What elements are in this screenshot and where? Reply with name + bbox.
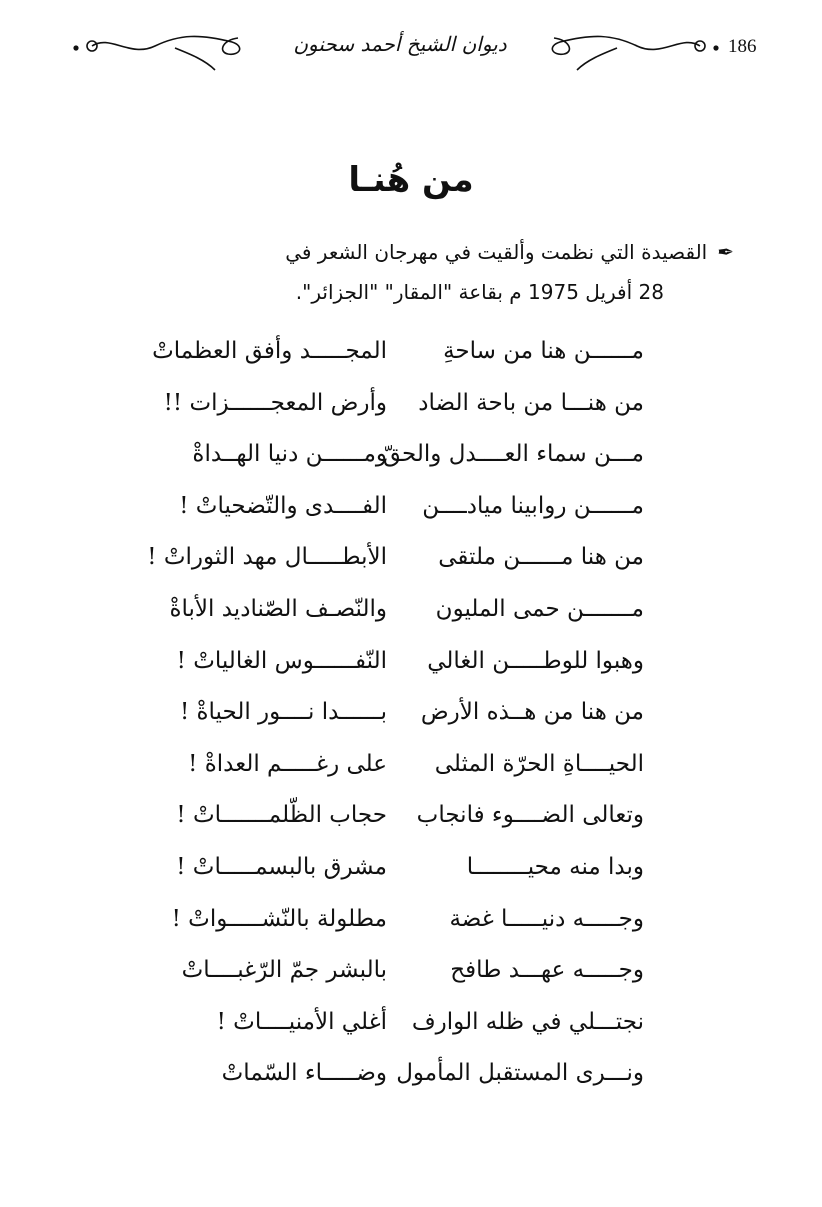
verse-first-hemistich: وجـــــه دنيـــــا غضة	[449, 905, 644, 932]
verse-second-hemistich: حجاب الظّلمـــــــاتْ !	[176, 802, 387, 829]
verse-second-hemistich: بــــــدا نــــور الحياةْ !	[179, 699, 387, 726]
verse-first-hemistich: من هنا مــــــن ملتقى	[438, 544, 644, 571]
verse-second-hemistich: مطلولة بالنّشـــــواتْ !	[171, 905, 387, 932]
verse-first-hemistich: وجـــــه عهـــد طافح	[450, 957, 644, 984]
verse-first-hemistich: نجتـــلي في ظله الوارف	[411, 1008, 644, 1035]
intro-line-1	[64, 232, 734, 272]
verse-line	[0, 544, 822, 596]
verse-line	[0, 1009, 822, 1061]
verse-first-hemistich: وبدا منه محيــــــــا	[466, 854, 644, 880]
page-number: 186	[728, 36, 757, 57]
verse-first-hemistich: من هنـــا من باحة الضاد	[418, 389, 644, 416]
verse-first-hemistich: من هنا من هــذه الأرض	[420, 699, 644, 726]
verse-first-hemistich: ونـــرى المستقبل المأمول	[396, 1060, 644, 1087]
verse-line	[0, 699, 822, 751]
verse-first-hemistich: مــــــن روابينا ميادــــن	[422, 492, 644, 519]
verse-first-hemistich: وتعالى الضــــوء فانجاب	[416, 802, 644, 829]
verse-second-hemistich: وضـــــاء السّماتْ	[221, 1060, 387, 1087]
verse-first-hemistich: مــــــن هنا من ساحةِ	[443, 338, 644, 364]
verse-first-hemistich: مـــــــن حمى المليون	[435, 596, 644, 622]
verse-line	[0, 1060, 822, 1112]
verse-line	[0, 957, 822, 1009]
verse-second-hemistich: مشرق بالبسمـــــاتْ !	[176, 854, 387, 880]
verse-second-hemistich: بالبشر جمّ الرّغبــــاتْ	[181, 957, 387, 984]
verse-line	[0, 493, 822, 545]
verse-second-hemistich: النّفــــــوس الغالياتْ !	[176, 647, 387, 674]
running-title: ديوان الشيخ أحمد سحنون	[293, 32, 507, 56]
poem-title: من هُنـا	[348, 160, 474, 200]
verse-first-hemistich: الحيــــاةِ الحرّة المثلى	[434, 750, 644, 777]
poem-introduction	[64, 232, 734, 312]
quill-icon: ✒	[717, 240, 734, 264]
verse-line	[0, 596, 822, 648]
intro-text-1: القصيدة التي نظمت وألقيت في مهرجان الشعر في	[285, 240, 708, 264]
verse-second-hemistich: والنّصـف الصّناديد الأباةْ	[169, 596, 387, 622]
verse-second-hemistich: الفــــدى والتّضحياتْ !	[179, 492, 387, 519]
verse-line	[0, 854, 822, 906]
verse-line	[0, 751, 822, 803]
verse-first-hemistich: وهبوا للوطـــــن الغالي	[427, 647, 644, 674]
verse-second-hemistich: الأبطـــــال مهد الثوراتْ !	[147, 544, 387, 571]
verse-line	[0, 906, 822, 958]
verse-line	[0, 802, 822, 854]
verse-line	[0, 441, 822, 493]
intro-line-2: 28 أفريل 1975 م بقاعة "المقار" "الجزائر".	[295, 280, 664, 304]
verse-second-hemistich: ومــــــن دنيا الهــداةْ	[192, 441, 387, 468]
verse-first-hemistich: مـــن سماء العــــدل والحقّ	[382, 441, 644, 468]
verse-line	[0, 390, 822, 442]
verse-line	[0, 648, 822, 700]
verse-second-hemistich: على رغـــــم العداةْ !	[188, 750, 387, 777]
verse-second-hemistich: وأرض المعجــــــزات !!	[163, 389, 387, 416]
verse-second-hemistich: أغلي الأمنيــــاتْ !	[216, 1008, 387, 1035]
verse-second-hemistich: المجـــــد وأفق العظماتْ	[152, 338, 387, 364]
verse-line	[0, 338, 822, 390]
